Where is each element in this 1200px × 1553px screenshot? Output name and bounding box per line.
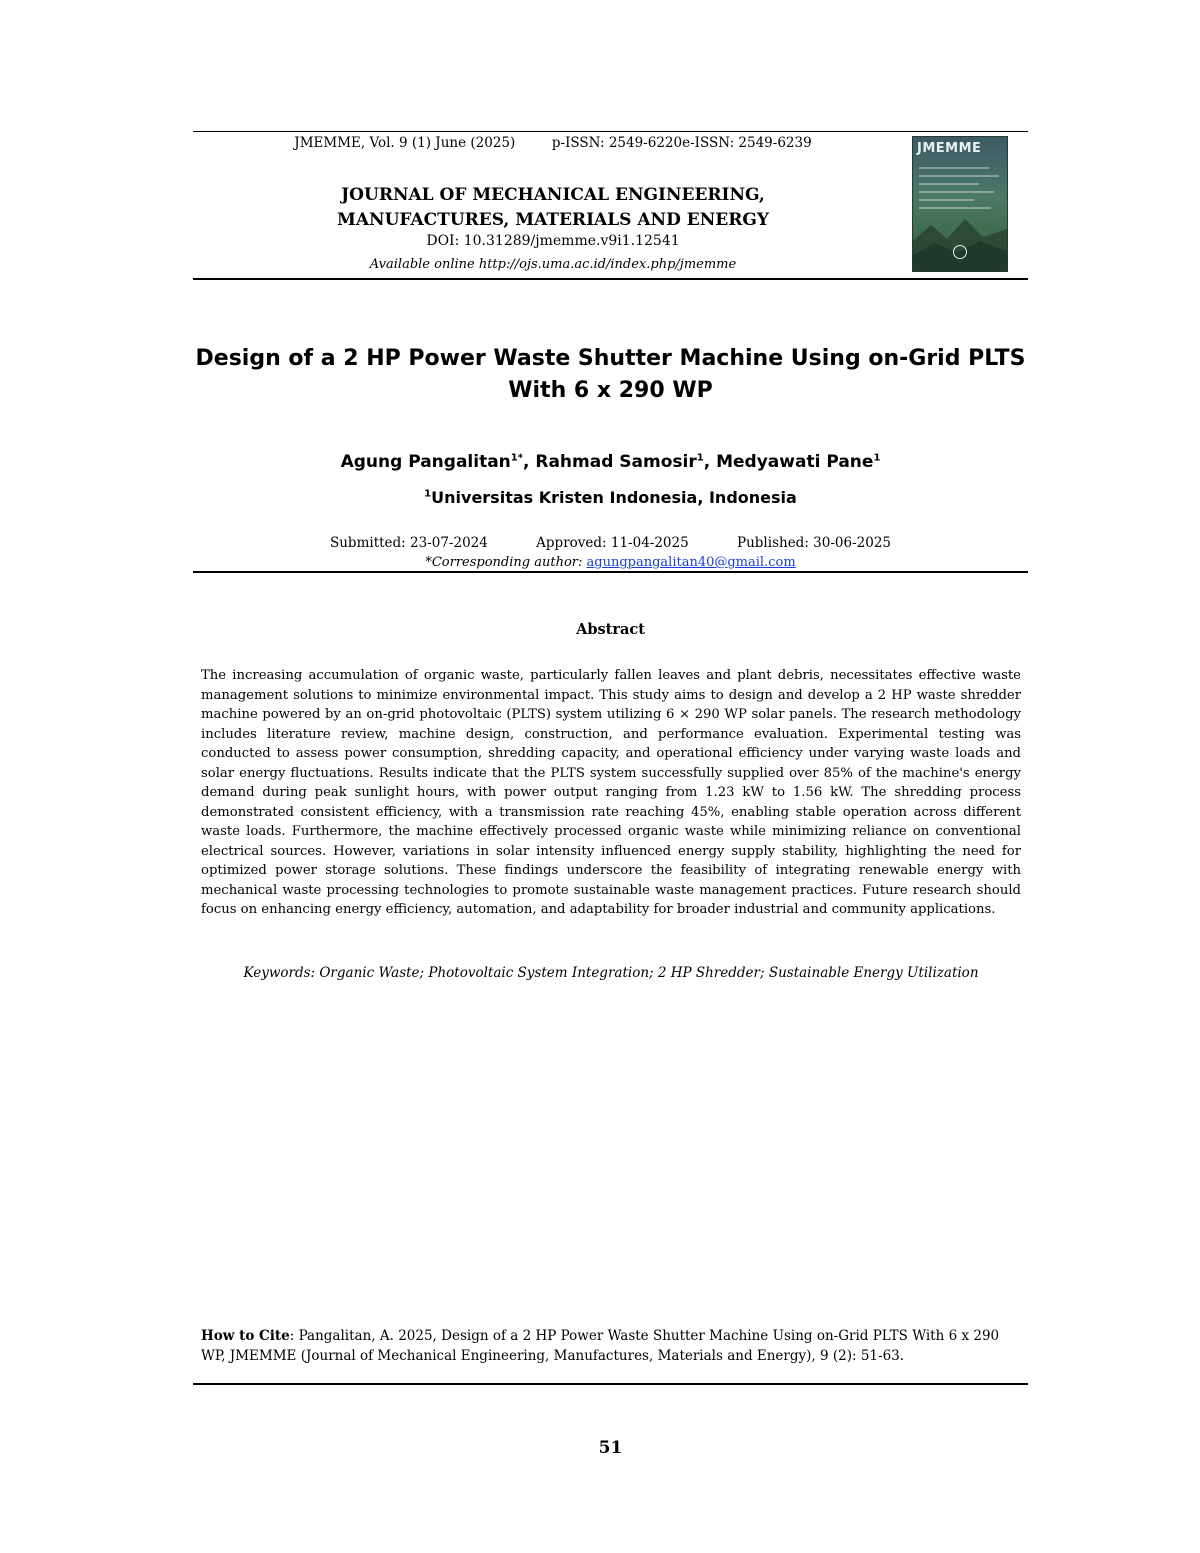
how-to-cite: [201, 1326, 1021, 1366]
affiliation-mark: 1: [424, 488, 432, 500]
submission-dates: [193, 535, 1028, 551]
doi: DOI: 10.31289/jmemme.v9i1.12541: [426, 233, 680, 249]
journal-title: [193, 183, 913, 233]
author-3-mark: 1: [873, 452, 881, 464]
citation-bottom-rule: [193, 1383, 1028, 1385]
corresponding-email-link[interactable]: agungpangalitan40@gmail.com: [586, 555, 796, 570]
how-to-cite-label: How to Cite: [201, 1328, 290, 1344]
cover-seal-icon: [953, 245, 967, 259]
keywords: Keywords: Organic Waste; Photovoltaic System Integration; 2 HP Shredder; Sustainable Energy Utilization: [243, 965, 979, 981]
abstract-body: The increasing accumulation of organic waste, particularly fallen leaves and plant debris, necessitates effective waste management solutions to minimize environmental impact. This study aims to design and develop a 2 HP waste shredder machine powered by an on-grid photovoltaic (PLTS) system utilizing 6 × 290 WP solar panels. The research methodology includes literature review, machine design, construction, and performance evaluation. Experimental testing was conducted to assess power consumption, shredding capacity, and operational efficiency under varying waste loads and solar energy fluctuations. Results indicate that the PLTS system successfully supplied over 85% of the machine's energy demand during peak sunlight hours, with power output ranging from 1.23 kW to 1.56 kW. The shredding process demonstrated consistent efficiency, with a transmission rate reaching 45%, enabling stable operation across different waste loads. Furthermore, the machine effectively processed organic waste while minimizing reliance on conventional electrical sources. However, variations in solar intensity influenced energy supply stability, highlighting the need for optimized power storage solutions. These findings underscore the feasibility of integrating renewable energy with mechanical waste processing technologies to promote sustainable waste management practices. Future research should focus on enhancing energy efficiency, automation, and adaptability for broader industrial and community applications.: [201, 668, 1021, 917]
corresponding-author: [193, 555, 1028, 570]
paper-title-line-2: With 6 x 290 WP: [508, 378, 713, 403]
how-to-cite-text: : Pangalitan, A. 2025, Design of a 2 HP Power Waste Shutter Machine Using on-Grid PLTS With 6 x 290 WP, JMEMME (Journal of Mechanical Engineering, Manufactures, Materials and Energy), 9 (2): 51-63.: [201, 1328, 1000, 1364]
header-top-rule: [193, 131, 1028, 132]
author-separator: ,: [522, 452, 536, 472]
corresponding-label: *Corresponding author:: [425, 555, 587, 570]
affiliation-text: Universitas Kristen Indonesia, Indonesia: [431, 488, 797, 507]
journal-title-line-2: MANUFACTURES, MATERIALS AND ENERGY: [337, 210, 769, 230]
available-online: Available online http://ojs.uma.ac.id/index.php/jmemme: [369, 257, 737, 272]
approved-date: Approved: 11-04-2025: [536, 535, 689, 551]
cover-text-lines: [919, 167, 999, 215]
cover-title: JMEMME: [917, 141, 982, 156]
cover-mountain-graphic: [913, 211, 1007, 271]
authors: [193, 452, 1028, 472]
issn-line: p-ISSN: 2549-6220e-ISSN: 2549-6239: [551, 135, 812, 151]
affiliation: [193, 488, 1028, 507]
author-1: Agung Pangalitan: [340, 452, 511, 472]
journal-citation-line: JMEMME, Vol. 9 (1) June (2025): [294, 135, 516, 151]
paper-title: [193, 343, 1028, 407]
title-block-bottom-rule: [193, 571, 1028, 573]
header-bottom-rule: [193, 278, 1028, 280]
journal-cover-image: [913, 137, 1007, 271]
journal-title-line-1: JOURNAL OF MECHANICAL ENGINEERING,: [341, 185, 765, 205]
header-meta: [193, 135, 913, 151]
author-2: Rahmad Samosir: [535, 452, 697, 472]
author-3: Medyawati Pane: [716, 452, 874, 472]
author-separator: ,: [703, 452, 717, 472]
abstract-heading: Abstract: [576, 621, 645, 638]
paper-title-line-1: Design of a 2 HP Power Waste Shutter Machine Using on-Grid PLTS: [195, 346, 1026, 371]
author-1-mark: 1*: [510, 452, 523, 464]
published-date: Published: 30-06-2025: [737, 535, 891, 551]
author-2-mark: 1: [696, 452, 704, 464]
page-number: 51: [598, 1438, 623, 1458]
submitted-date: Submitted: 23-07-2024: [329, 535, 488, 551]
